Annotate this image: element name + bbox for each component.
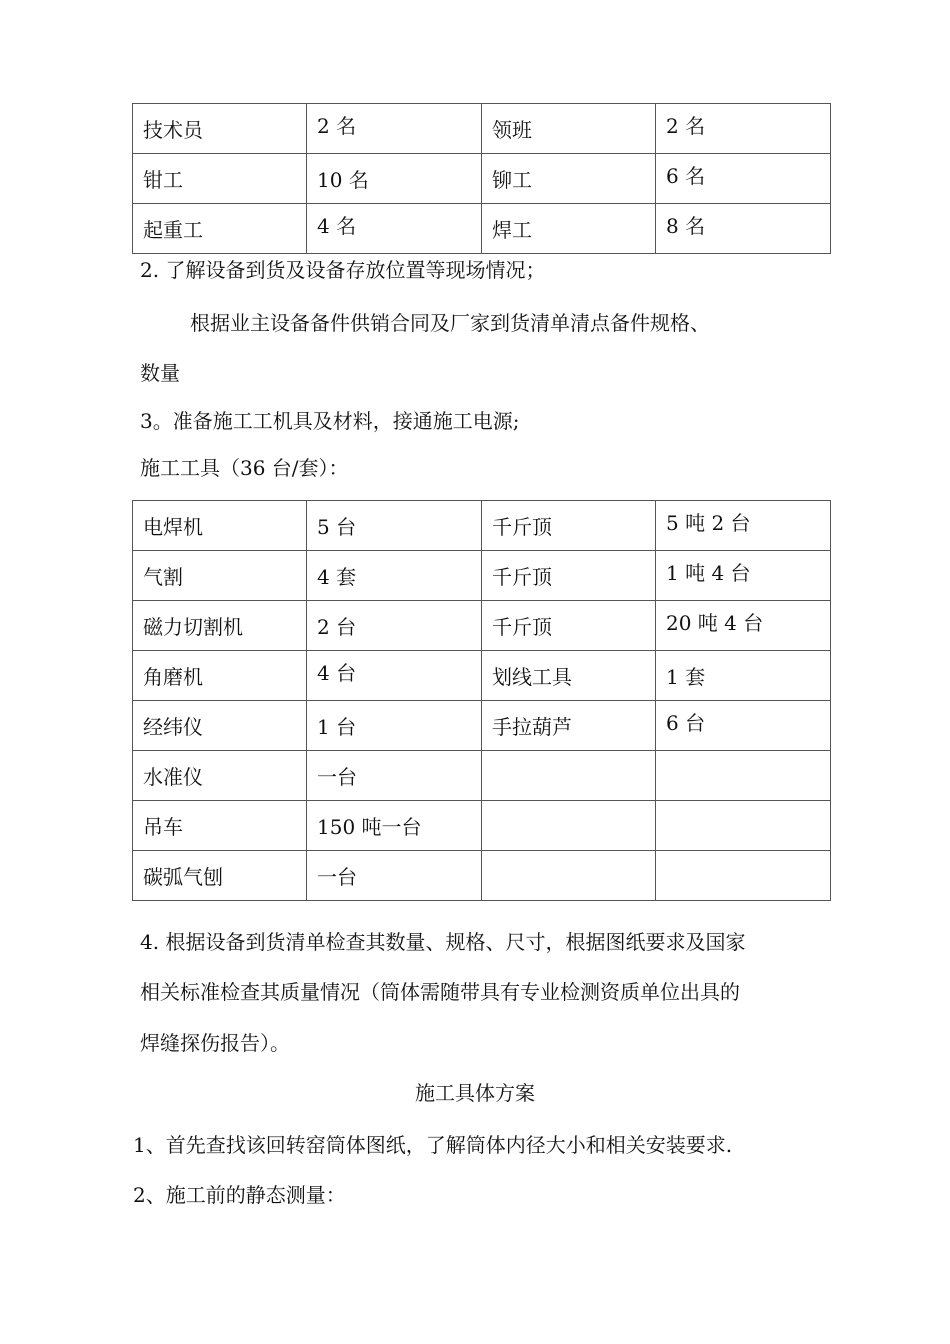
table-cell: 6 台	[656, 701, 831, 751]
table-cell: 起重工	[133, 204, 307, 254]
table-row	[133, 801, 831, 851]
table-row	[133, 154, 831, 204]
table-row	[133, 551, 831, 601]
table-cell: 千斤顶	[482, 551, 656, 601]
table-cell: 经纬仪	[133, 701, 307, 751]
table-cell: 2 名	[307, 104, 482, 154]
table-cell: 手拉葫芦	[482, 701, 656, 751]
paragraph-inventory-line-2: 数量	[140, 361, 180, 385]
table-row	[133, 701, 831, 751]
table-row	[133, 601, 831, 651]
table-cell: 一台	[307, 751, 482, 801]
table-cell: 电焊机	[133, 501, 307, 551]
table-cell	[656, 751, 831, 801]
table-cell: 领班	[482, 104, 656, 154]
table-cell: 150 吨一台	[307, 801, 482, 851]
paragraph-step-4-line-2: 相关标准检查其质量情况（筒体需随带具有专业检测资质单位出具的	[140, 980, 740, 1004]
table-cell: 8 名	[656, 204, 831, 254]
paragraph-inventory-line-1: 根据业主设备备件供销合同及厂家到货清单清点备件规格、	[190, 311, 710, 335]
table-row	[133, 851, 831, 901]
table-cell: 千斤顶	[482, 501, 656, 551]
step-1: 1、首先查找该回转窑筒体图纸，了解筒体内径大小和相关安装要求.	[133, 1133, 733, 1157]
table-row	[133, 751, 831, 801]
staff-table	[132, 103, 831, 254]
table-cell: 6 名	[656, 154, 831, 204]
table-cell: 角磨机	[133, 651, 307, 701]
table-cell: 划线工具	[482, 651, 656, 701]
table-cell: 1 吨 4 台	[656, 551, 831, 601]
table-cell	[482, 751, 656, 801]
table-cell: 水准仪	[133, 751, 307, 801]
table-cell: 2 名	[656, 104, 831, 154]
table-row	[133, 104, 831, 154]
table-cell: 20 吨 4 台	[656, 601, 831, 651]
section-title: 施工具体方案	[415, 1081, 535, 1105]
table-cell: 4 套	[307, 551, 482, 601]
tools-heading: 施工工具（36 台/套）：	[140, 456, 349, 480]
table-cell: 5 台	[307, 501, 482, 551]
table-cell: 2 台	[307, 601, 482, 651]
table-cell	[656, 801, 831, 851]
table-cell: 1 套	[656, 651, 831, 701]
step-2: 2、施工前的静态测量：	[133, 1183, 346, 1207]
table-cell: 4 台	[307, 651, 482, 701]
table-cell: 焊工	[482, 204, 656, 254]
paragraph-step-4-line-3: 焊缝探伤报告）。	[140, 1031, 290, 1055]
table-cell: 技术员	[133, 104, 307, 154]
table-cell	[656, 851, 831, 901]
paragraph-step-4-line-1: 4. 根据设备到货清单检查其数量、规格、尺寸，根据图纸要求及国家	[140, 930, 746, 954]
paragraph-step-2: 2. 了解设备到货及设备存放位置等现场情况；	[140, 258, 546, 282]
table-cell: 千斤顶	[482, 601, 656, 651]
table-cell: 10 名	[307, 154, 482, 204]
table-cell: 气割	[133, 551, 307, 601]
table-row	[133, 501, 831, 551]
table-cell: 一台	[307, 851, 482, 901]
table-cell: 1 台	[307, 701, 482, 751]
table-cell: 吊车	[133, 801, 307, 851]
paragraph-step-3: 3。准备施工工机具及材料，接通施工电源;	[140, 409, 520, 433]
table-cell	[482, 801, 656, 851]
table-cell: 钳工	[133, 154, 307, 204]
table-cell: 磁力切割机	[133, 601, 307, 651]
table-cell: 铆工	[482, 154, 656, 204]
table-row	[133, 651, 831, 701]
table-row	[133, 204, 831, 254]
table-cell: 碳弧气刨	[133, 851, 307, 901]
table-cell: 5 吨 2 台	[656, 501, 831, 551]
table-cell: 4 名	[307, 204, 482, 254]
tools-table	[132, 500, 831, 901]
table-cell	[482, 851, 656, 901]
